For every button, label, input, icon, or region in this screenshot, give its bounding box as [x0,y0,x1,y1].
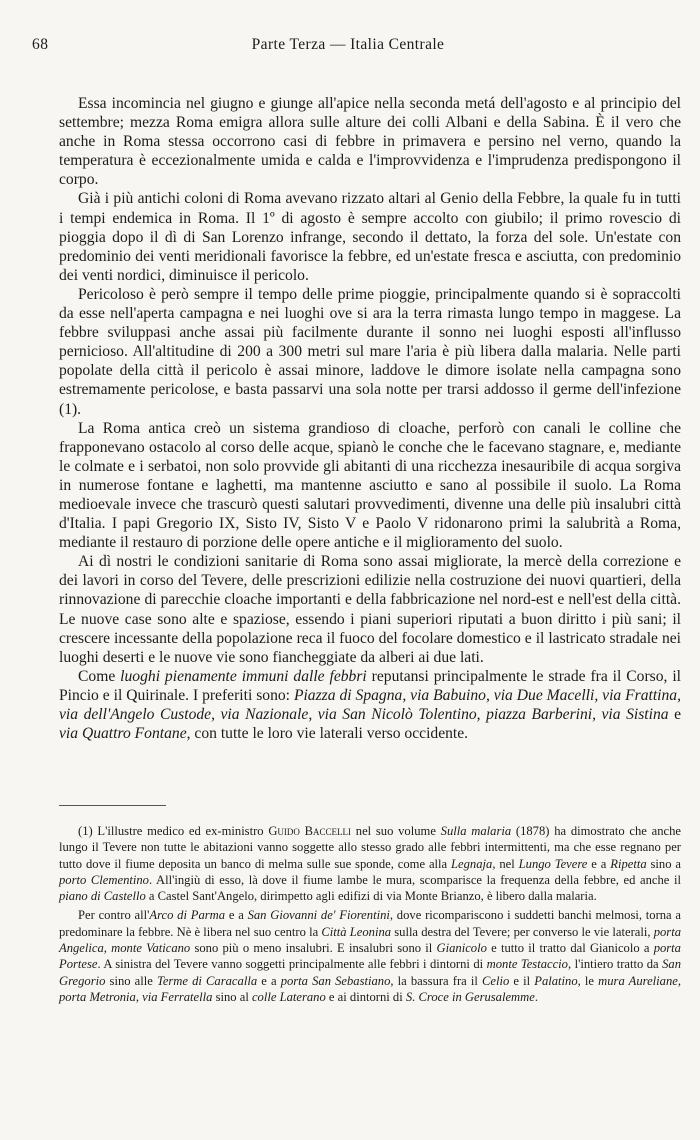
italic-run: piano di Castello [59,889,146,904]
text-run: . All'ingiù di esso, là dove il fiume lambe le mura, scomparisce la frequenza della febbre, ed anche il [148,872,681,887]
italic-run: S. Croce in Gerusalemme [405,989,535,1004]
text-run: Come [78,667,121,685]
text-run: e a [587,856,611,871]
text-run: sino al [212,989,252,1004]
italic-run: porta San Sebastiano [280,973,391,988]
text-run: . A sinistra del Tevere vanno soggetti principalmente alle febbri i dintorni di [97,957,487,972]
italic-run: Città Leonina [321,924,392,939]
text-run: , la bassura fra il [390,973,482,988]
body-paragraph [59,667,681,743]
italic-run: porta Portese [59,941,681,972]
italic-run: Legnaja [451,856,493,871]
italic-run: porto Clementino [59,872,149,887]
text-run: a Castel Sant'Angelo, dirimpetto agli edifizi di via Monte Brianzo, è libero dalla malaria. [145,889,597,904]
text-run: , le [577,973,599,988]
italic-run: San Gregorio [59,957,681,988]
body-paragraph [59,189,681,284]
running-head: Parte Terza — Italia Centrale [251,36,445,53]
text-run: sino a [646,856,681,871]
footnotes [59,823,681,1005]
italic-run: Terme di Caracalla [156,973,258,988]
footnote-paragraph [59,823,681,904]
body-paragraph [59,419,681,553]
italic-run: monte Testaccio [486,957,568,972]
text-run: e [668,706,681,723]
text-run: nel suo volume [351,824,441,838]
footnote-paragraph [59,907,681,1005]
body-paragraph [59,285,681,419]
italic-run: via Quattro Fontane [59,725,187,743]
body-paragraph [59,94,681,189]
text-run: . [534,989,538,1004]
page-number: 68 [32,36,49,53]
italic-run: Piazza di Spagna, via Babuino, via Due Macelli, via Frattina, via dell'Angelo Custode, via Nazionale, via San Nicolò Tolentino, piazza Barberini, via Sistina [59,686,682,723]
text-run: (1878) ha dimostrato che anche lungo il Tevere non tutte le abitazioni vanno soggette allo stesso grado alle febbri intermittenti, ma che esse regnano per tutto dove il fiume deposita un banco di melma sulle sue sponde, come alla [59,824,681,871]
text-run: Per contro all' [78,908,150,923]
italic-run: porta Angelica, monte Vaticano [59,924,681,956]
text-run: e a [225,908,248,923]
text-run: Ai dì nostri le condizioni sanitarie di Roma sono assai migliorate, la mercè della correzione e dei lavori in corso del Tevere, delle prescrizioni edilizie nella costruzione dei nuovi quartieri, della rinnovazione di parecchie cloache importanti e della fabbricazione nel nord-est e nell'est della città. Le nuove case sono alte e spaziose, essendo i piani superiori riputati a buon diritto i più sani; il crescere incessante della popolazione reca il fuoco del focolare domestico e il lastricato stradale nei luoghi deserti e le nuove vie sono fiancheggiate da alberi ai due lati. [59,553,681,666]
page-header [32,36,664,58]
text-run: , con tutte le loro vie laterali verso occidente. [186,725,469,743]
main-text [59,94,681,743]
italic-run: Celio [482,973,510,988]
italic-run: luoghi pienamente immuni dalle febbri [120,667,367,685]
text-run: Essa incomincia nel giugno e giunge all'apice nella seconda metá dell'agosto e al principio del settembre; mezza Roma emigra allora sulle alture dei colli Albani e della Sabina. È il vero che anche in Roma stessa occorrono casi di febbre in primavera e persino nel verno, quando la temperatura è eccezionalmente umida e calda e l'improvvidenza e l'imprudenza predispongono il corpo. [59,95,681,189]
footnote-separator [59,805,166,806]
body-paragraph [59,552,681,667]
text-run: , nel [492,856,519,871]
italic-run: Ripetta [610,856,647,871]
text-run: sulla destra del Tevere; per converso le vie laterali, [391,924,654,939]
text-run: , l'intiero tratto da [567,957,663,972]
italic-run: San Giovanni de' Fiorentini [247,908,390,923]
text-run: Pericoloso è però sempre il tempo delle prime pioggie, principalmente quando si è sopraccolti da esse nell'aperta campagna e nei luoghi ove si ara la terra rimasta lungo tempo in maggese. La febbre sviluppasi anche assai più facilmente durante il sonno nei luoghi esposti all'influsso pernicioso. All'altitudine di 200 a 300 metri sul mare l'aria è più libera dalla malaria. Nelle parti popolate della città il pericolo è assai minore, laddove le dimore isolate nella campagna sono estremamente pericolose, e basta passarvi una sola notte per trarsi addosso il germe dell'infezione (1). [59,285,681,418]
text-run: La Roma antica creò un sistema grandioso di cloache, perforò con canali le colline che frapponevano ostacolo al corso delle acque, spianò le conche che le facevano stagnare, e, mediante le colmate e i serbatoi, non solo provvide gli abitanti di una ricchezza inesauribile di acqua sorgiva in numerose fontane e laghetti, ma mantenne asciutto e sano al possibile il suolo. La Roma medioevale invece che trascurò questi salutari provvedimenti, divenne una delle più insalubri città d'Italia. I papi Gregorio IX, Sisto IV, Sisto V e Paolo V ridonarono primi la salubrità a Roma, mediante il restauro di porzione delle opere antiche e il miglioramento del suolo. [59,419,681,552]
text-run: reputansi principalmente le strade fra il Corso, il Pincio e il Quirinale. I preferiti sono: [59,667,681,704]
text-run: sono più o meno insalubri. E insalubri sono il [190,941,437,956]
text-run: , dove ricompariscono i suddetti banchi melmosi, torna a predominare la febbre. Nè è libera nel suo centro la [59,908,682,939]
italic-run: Gianicolo [436,941,487,956]
small-caps-run: Guido Baccelli [268,824,352,838]
text-run: (1) L'illustre medico ed ex-ministro [78,824,269,838]
italic-run: colle Laterano [251,989,326,1004]
italic-run: Sulla malaria [440,824,512,838]
italic-run: Arco di Parma [149,908,226,923]
text-run: sino alle [105,973,157,988]
italic-run: Lungo Tevere [518,856,588,871]
text-run: e tutto il tratto dal Gianicolo a [486,941,654,956]
italic-run: Palatino [534,973,578,988]
text-run: e ai dintorni di [325,989,406,1004]
italic-run: mura Aureliane, porta Metronia, via Ferratella [59,973,681,1004]
text-run: Già i più antichi coloni di Roma avevano rizzato altari al Genio della Febbre, la quale fu in tutti i tempi endemica in Roma. Il 1º di agosto è sempre accolto con giubilo; il primo rovescio di pioggia dopo il dì di San Lorenzo infrange, secondo il dettato, la forza del sole. Un'estate con predominio dei venti meridionali favorisce la febbre, ed un'estate fresca e asciutta, con predominio dei venti nordici, diminuisce il pericolo. [59,190,681,284]
text-run: e il [509,973,535,988]
text-run: e a [257,973,281,988]
